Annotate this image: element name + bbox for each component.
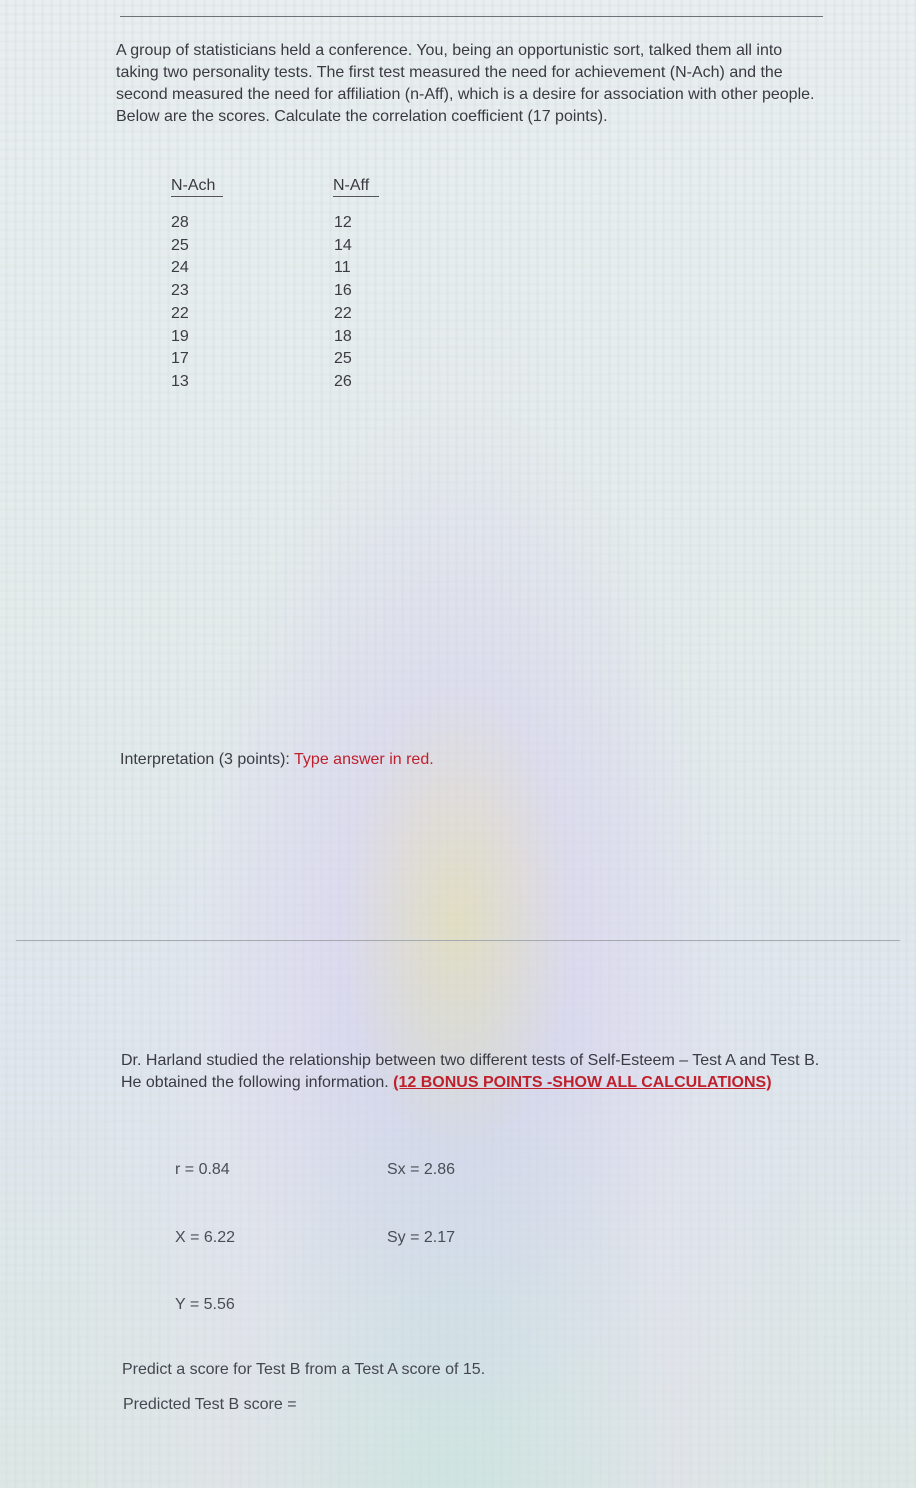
interpretation-line bbox=[120, 751, 434, 769]
bonus-note: (12 BONUS POINTS -SHOW ALL CALCULATIONS) bbox=[393, 1074, 772, 1091]
correlation-r: r = 0.84 bbox=[175, 1161, 230, 1178]
problem1-prompt: A group of statisticians held a conference. You, being an opportunistic sort, talked them all into taking two personality tests. The first test measured the need for achievement (N-Ach) and the second measured the need for affiliation (n-Aff), which is a desire for association with other people. Below are the scores. Calculate the correlation coefficient (17 points). bbox=[116, 42, 815, 125]
problem2-prompt bbox=[121, 1050, 821, 1094]
n-ach-score: 13 bbox=[171, 372, 189, 390]
n-ach-header: N-Ach bbox=[171, 177, 223, 197]
n-aff-score: 11 bbox=[334, 259, 351, 277]
n-ach-score: 25 bbox=[171, 236, 189, 254]
n-aff-score: 18 bbox=[334, 327, 352, 345]
predicted-score-label: Predicted Test B score = bbox=[123, 1396, 297, 1413]
interpretation-label: Interpretation (3 points): bbox=[120, 751, 290, 768]
n-aff-score: 26 bbox=[334, 372, 352, 390]
n-aff-header: N-Aff bbox=[333, 177, 379, 197]
sd-y: Sy = 2.17 bbox=[387, 1229, 456, 1246]
n-ach-score: 24 bbox=[171, 259, 189, 277]
mean-x: X = 6.22 bbox=[175, 1229, 236, 1246]
section-divider bbox=[16, 940, 900, 941]
n-aff-score: 12 bbox=[334, 214, 352, 231]
n-aff-score: 14 bbox=[334, 236, 352, 254]
n-aff-score: 25 bbox=[334, 350, 352, 368]
interpretation-instruction: Type answer in red. bbox=[294, 751, 434, 768]
n-aff-score: 16 bbox=[334, 282, 352, 300]
n-aff-score: 22 bbox=[334, 304, 352, 322]
top-divider bbox=[120, 16, 823, 17]
n-ach-scores bbox=[171, 212, 189, 394]
n-ach-score: 19 bbox=[171, 327, 189, 345]
n-ach-score: 23 bbox=[171, 282, 189, 300]
n-ach-score: 22 bbox=[171, 304, 189, 322]
n-ach-score: 28 bbox=[171, 214, 189, 231]
mean-y: Y = 5.56 bbox=[175, 1296, 235, 1313]
predict-prompt: Predict a score for Test B from a Test A score of 15. bbox=[122, 1361, 486, 1378]
sd-x: Sx = 2.86 bbox=[387, 1161, 456, 1178]
n-ach-score: 17 bbox=[171, 350, 189, 368]
n-aff-scores bbox=[334, 212, 352, 394]
problem2-text: Dr. Harland studied the relationship between two different tests of Self-Esteem – Test A and Test B. He obtained the following information. bbox=[121, 1052, 820, 1091]
